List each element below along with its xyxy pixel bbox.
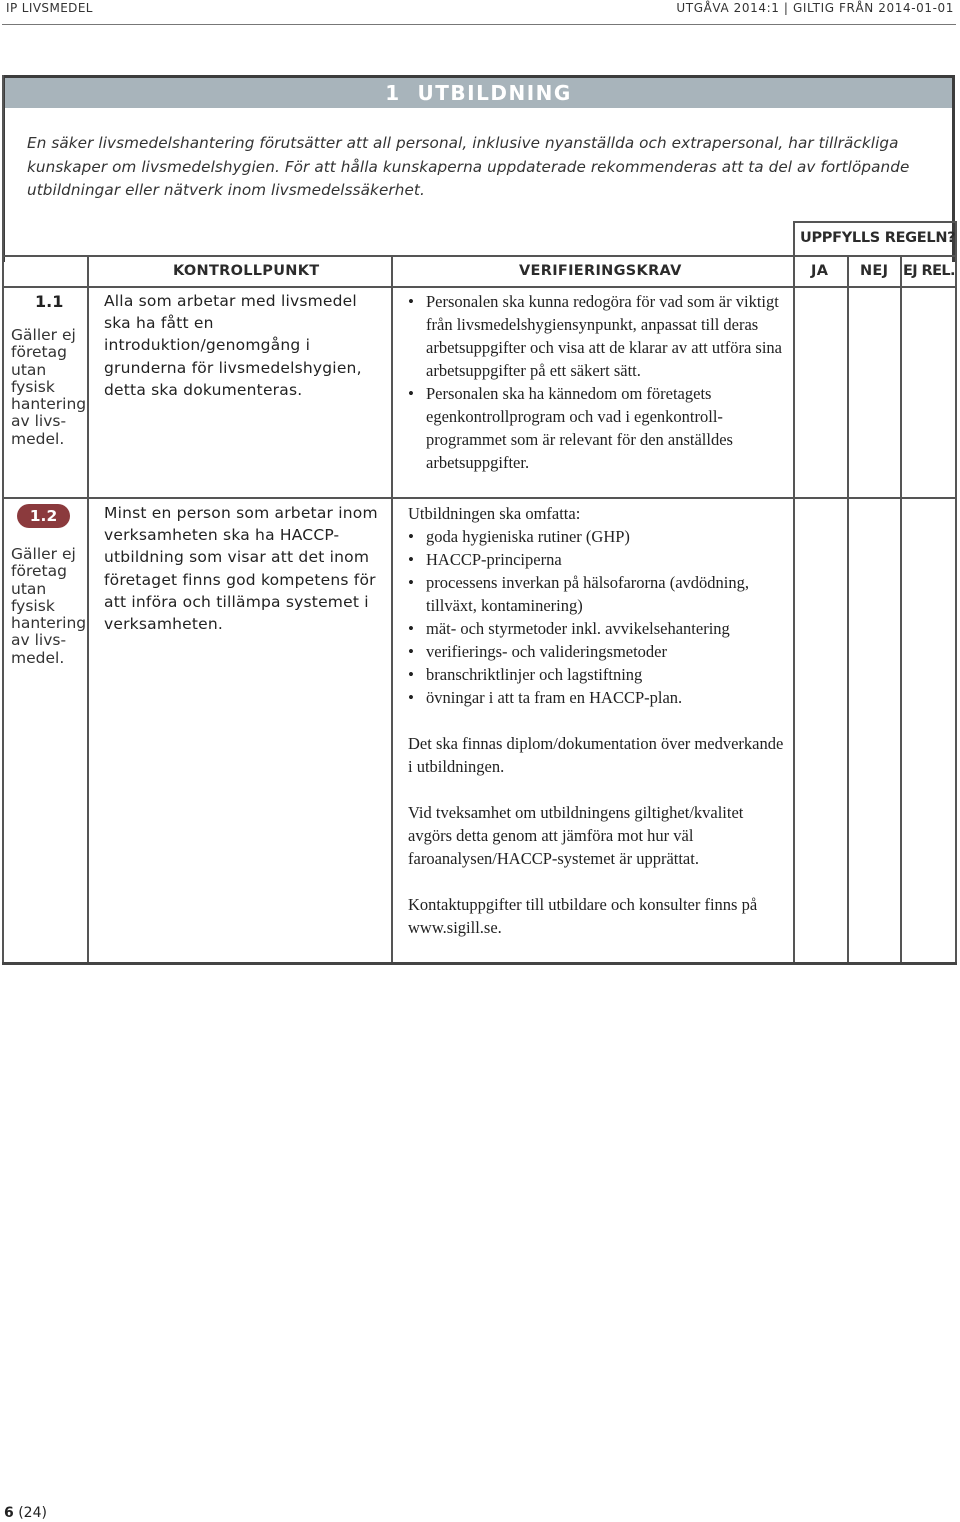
column-divider-ejrel <box>900 255 902 964</box>
table-header-top-rule <box>2 255 957 257</box>
verifieringskrav-cell <box>408 502 788 939</box>
column-divider-nej <box>847 255 849 964</box>
page-number-current: 6 <box>4 1505 14 1521</box>
verifieringskrav-bullet: • processens inverkan på hälsofarorna (avdödning, tillväxt, kontaminering) <box>408 571 788 617</box>
document-header-title: IP LIVSMEDEL <box>6 1 93 15</box>
header-divider <box>2 24 956 25</box>
kontrollpunkt-text: Minst en person som arbetar inom verksamheten ska ha HACCP-utbildning som visar att det inom företaget finns god kompetens för att införa och tillämpa systemet i verksamheten. <box>104 504 378 634</box>
verifieringskrav-bullet: • verifierings- och valideringsmetoder <box>408 640 788 663</box>
column-header-ejrel: EJ REL. <box>903 263 955 279</box>
row-divider <box>2 497 957 499</box>
verifieringskrav-bullet: • branschriktlinjer och lagstiftning <box>408 663 788 686</box>
verifieringskrav-cell <box>408 290 788 474</box>
table-bottom-rule <box>2 962 957 965</box>
column-header-ja: JA <box>811 263 829 279</box>
verifieringskrav-bullet: • mät- och styrmetoder inkl. avvikelsehantering <box>408 617 788 640</box>
row-applicability-note: Gäller ej företag utan fysisk hantering av livs- medel. <box>11 545 87 667</box>
verifieringskrav-bullet: • Personalen ska kunna redogöra för vad som är viktigt från livsmedelshygiensynpunkt, anpassat till deras arbetsuppgifter och visa att de klarar av att utföra sina arbetsuppgifter på ett säkert sätt. <box>408 290 788 382</box>
verifieringskrav-bullet: • övningar i att ta fram en HACCP-plan. <box>408 686 788 709</box>
verifieringskrav-bullet: • HACCP-principerna <box>408 548 788 571</box>
verifieringskrav-lead: Utbildningen ska omfatta: <box>408 504 581 523</box>
column-header-verifieringskrav: VERIFIERINGSKRAV <box>519 263 682 279</box>
row-number: 1.1 <box>35 292 64 311</box>
section-title-bar <box>5 78 952 108</box>
verifieringskrav-bullet: • goda hygieniska rutiner (GHP) <box>408 525 788 548</box>
verifieringskrav-paragraph: Det ska finnas diplom/dokumentation över medverkande i utbildningen. <box>408 734 784 776</box>
column-header-kontrollpunkt: KONTROLLPUNKT <box>173 263 320 279</box>
kontrollpunkt-text: Alla som arbetar med livsmedel ska ha fått en introduktion/genomgång i grunderna för livsmedelshygien, detta ska dokumenteras. <box>104 292 362 399</box>
page-number <box>4 1505 47 1521</box>
table-border-right <box>955 221 957 964</box>
column-divider-verifieringskrav <box>391 255 393 964</box>
column-divider-kontrollpunkt <box>87 255 89 964</box>
table-border-left <box>2 75 4 964</box>
table-header-bottom-rule <box>2 286 957 288</box>
row-number-badge: 1.2 <box>17 504 70 528</box>
column-header-nej: NEJ <box>860 263 889 279</box>
document-header-edition: UTGÅVA 2014:1 | GILTIG FRÅN 2014-01-01 <box>676 1 954 15</box>
section-intro: En säker livsmedelshantering förutsätter att all personal, inklusive nyanställda och extrapersonal, har tillräckliga kunskaper om livsmedelshygien. För att hålla kunskaperna uppdaterade rekommenderas att ta del av fortlöpande utbildningar eller nätverk inom livsmedelssäkerhet. <box>27 134 910 199</box>
verifieringskrav-paragraph: Kontaktuppgifter till utbildare och konsulter finns på www.sigill.se. <box>408 895 758 937</box>
column-divider-ja <box>793 221 795 964</box>
verifieringskrav-bullet: • Personalen ska ha kännedom om företagets egenkontrollprogram och vad i egenkontroll-programmet som är relevant för den anställdes arbetsuppgifter. <box>408 382 788 474</box>
page-number-total: (24) <box>18 1505 47 1521</box>
verifieringskrav-paragraph: Vid tveksamhet om utbildningens giltighet/kvalitet avgörs detta genom att jämföra mot hur väl faroanalysen/HACCP-systemet är upprättat. <box>408 803 744 868</box>
section-title: 1 UTBILDNING <box>385 81 572 105</box>
uppfylls-header: UPPFYLLS REGELN? <box>800 230 956 246</box>
row-applicability-note: Gäller ej företag utan fysisk hantering av livs- medel. <box>11 326 87 448</box>
